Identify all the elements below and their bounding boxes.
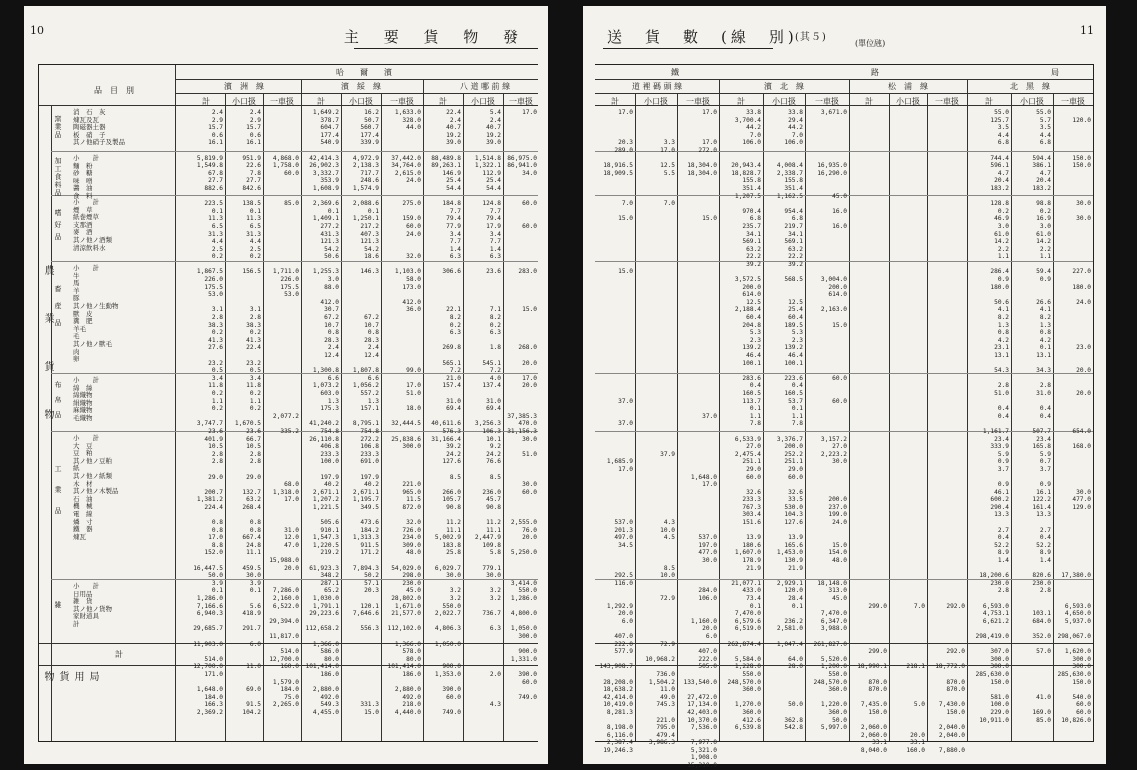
column-values: 299.0 299.0 18,990.1 870.0 870.0 7,435.0 150.0 2,060.0 2,060.0 33.1 8,040.0 [857, 602, 887, 754]
row-labels: 小 計 煙 草 紙巻煙草 支那酒 麥 酒 其ノ他ノ酒類 清涼飲料水 [73, 198, 112, 252]
header-line-daoli: 道 裡 碼 頭 線 [631, 82, 683, 91]
header-sub: 小口扱 [232, 97, 256, 106]
divider [175, 79, 538, 80]
header-sub: 計 [865, 97, 873, 106]
header-sub: 小口扱 [896, 97, 920, 106]
column-values: 1,633.0 328.0 44.0 37,442.0 34,764.0 2,615.0 24.0 275.0 159.0 60.0 24.0 32.0 1,103.0 58.0 173.0 412.0 36.0 99.0 17.0 51.0 18.0 32,444.5 25,838.6 300.0 221.0 965.0 11.5 872.0 32.0 726.0 234.0 309.0 48.0 54,029.0 298.0 230.0 45.0 28,802.0 1,671.0 21,577.0 112,102.0 1,366.0 578.0 80.0 101,414.0 186.0 2,880.0 492.0 218.0 4,440.0 [387, 109, 421, 716]
category-label: 工業品 [54, 465, 62, 528]
header-sub: 計 [439, 97, 447, 106]
header-group: 路 [871, 68, 879, 77]
header-group: 鐵 [671, 68, 679, 77]
row-labels: 消 石 灰 煉瓦及瓦 陶磁器土器 板 硝 子 其ノ他硝子及製品 [73, 108, 125, 147]
header-sub: 一車扱 [509, 97, 533, 106]
header-sub: 小口扱 [1020, 97, 1044, 106]
column-values: 3.3 17.0 12.5 5.5 7.0 37.9 4.3 10.0 4.5 8.5 10.0 72.9 72.9 10,968.2 736.0 1,504.2 11.0 49.0 745.3 221.0 795.0 479.4 3,986.3 [645, 139, 675, 747]
left-page [24, 6, 548, 764]
header-sub: 一車扱 [686, 97, 710, 106]
header-sub: 小口扱 [349, 97, 373, 106]
left-page-title: 主 要 貨 物 發 [343, 28, 528, 46]
header-sub: 計 [317, 97, 325, 106]
header-line-binbei: 濱 北 線 [764, 82, 804, 91]
unit-label: (單位瓲) [855, 39, 886, 48]
column-values: 17.0 86,975.0 86,941.0 34.0 60.0 60.0 283.0 15.0 268.0 20.0 17.0 20.0 37,385.3 470.0 31,156.3 30.0 51.0 30.0 60.0 2,555.0 76.0 20.0 5,250.0 3,414.0 550.0 1,286.0 4,800.0 1,050.0 300.0 900.0 1,331.0 390.0 60.0 749.0 [507, 109, 537, 701]
category-label: 窯業品 [54, 115, 62, 139]
left-table [38, 64, 538, 742]
left-page-number: 10 [30, 24, 44, 37]
header-sub: 一車扱 [935, 97, 959, 106]
header-sub: 一車扱 [815, 97, 839, 106]
header-sub: 計 [202, 97, 210, 106]
column-values: 2.4 2.9 15.7 0.6 16.1 5,819.9 1,549.8 67.8 27.7 882.6 223.5 0.1 11.3 6.5 31.3 4.4 2.5 0.2 1,867.5 226.0 175.5 53.0 3.1 2.8 38.3 0.2 41.3 27.6 23.2 0.5 3.4 11.8 0.2 1.1 0.2 3,747.7 23.6 401.9 10.5 2.8 2.8 29.0 200.7 1,381.2 224.4 0.8 0.8 17.0 8.8 152.0 16,447.5 50.0 3.9 0.1 1,286.0 7,166.6 6,940.3 29,685.7 11,903.0 514.0 12,700.0 171.0 1,648.0 184.0 166.3 2,369.2 [193, 109, 223, 716]
right-table [595, 64, 1094, 770]
column-values: 3,671.0 16,935.0 16,290.0 45.0 16.0 16.0 3,004.0 200.0 614.0 2,163.0 15.0 60.0 60.0 3,157.2 27.0 2,223.2 30.0 200.0 237.0 199.0 24.0 15.0 154.0 48.0 18,148.0 313.0 45.0 7,470.0 6,347.0 3,988.0 261,827.0 5,520.0 1,200.0 550.0 248,570.0 360.0 1,220.0 360.0 50.0 5,997.0 [813, 109, 847, 732]
header-sub: 一車扱 [390, 97, 414, 106]
row-labels: 小 計 大 豆 豆 粕 其ノ他ノ豆粕 紙 其ノ他ノ紙類 木 材 其ノ他ノ木製品 石 油 機 械 電 線 燐 寸 鐵 器 煉瓦 [73, 434, 119, 541]
header-sub: 計 [611, 97, 619, 106]
header-sub: 小口扱 [471, 97, 495, 106]
divider [595, 79, 1093, 80]
column-values: 7.0 218.1 5.0 20.0 33.1 160.0 [906, 602, 925, 754]
column-values: 16.2 50.7 560.7 177.4 339.9 4,972.9 2,138.3 717.7 248.6 1,574.9 2,088.6 0.1 1,250.1 217.2 407.3 121.3 54.2 18.6 146.3 67.2 10.7 0.8 28.3 2.4 12.4 1,807.8 6.6 1,056.2 557.2 1.3 157.1 8,795.1 754.8 272.2 106.8 233.3 691.0 197.9 40.2 2,671.1 1,195.7 349.5 473.6 184.2 1,313.3 911.5 171.2 7,894.3 50.2 57.1 20.3 120.1 7,646.6 556.3 331.3 15.0 [352, 109, 379, 716]
row-labels: 小 計 日用品 雑 貨 其ノ他ノ貨物 家財道具 計 [73, 582, 112, 628]
row-labels: 小 計 綿 絲 綿織物 絹織物 麻織物 毛織物 [73, 376, 99, 422]
right-page [583, 6, 1106, 770]
right-page-subtitle: (其５) [795, 32, 827, 43]
right-page-title: 送 貨 數 (線 別) [607, 28, 798, 46]
header-sub: 計 [985, 97, 993, 106]
divider [175, 93, 538, 94]
column-values: 33.8 29.4 44.2 7.0 106.0 4,008.4 2,338.7 155.8 351.4 1,162.5 954.4 6.8 219.7 34.1 569.1 63.2 22.2 39.2 568.5 12.5 25.4 60.4 189.5 5.3 2.3 139.2 46.4 100.1 223.6 0.4 160.5 53.7 0.1 1.1 7.8 3,376.7 200.0 252.2 251.1 29.0 60.0 32.6 33.5 530.0 104.3 127.6 13.9 165.6 1,453.0 130.9 21.9 2,929.1 120.0 28.4 0.1 236.2 2,581.0 1,047.4 64.0 28.0 50.0 362.8 542.8 [776, 109, 803, 732]
divider [967, 79, 968, 741]
divider [175, 65, 176, 741]
header-sub: 一車扱 [1061, 97, 1085, 106]
row-labels: 小 計 麵 粉 砂 糖 味 噌 醬 油 食 料 [73, 154, 99, 200]
header-line-binzhou: 濱 洲 線 [224, 82, 264, 91]
column-values: 1,649.2 378.7 604.7 177.4 540.9 42,414.3 26,902.3 3,332.7 353.9 1,608.9 2,369.6 0.1 1,409.1 277.2 431.3 121.3 54.2 50.6 1,255.3 3.0 88.0 412.0 30.7 67.2 10.7 0.8 28.3 2.4 12.4 1,300.8 6.6 1,073.2 603.0 1.3 175.3 41,240.2 754.8 26,110.8 406.8 233.3 100.0 197.9 40.2 2,671.1 1,207.2 1,221.5 505.6 910.1 1,547.3 1,220.5 219.2 61,923.3 348.2 287.1 65.2 1,030.0 1,791.1 29,223.6 112,658.2 1,366.0 586.0 80.0 101,414.0 186.0 2,880.0 492.0 549.3 4,455.0 [305, 109, 339, 716]
column-values: 55.0 5.7 3.5 4.4 6.8 594.4 386.1 4.7 20.4 183.2 98.8 0.2 16.9 3.0 61.0 14.2 2.2 1.1 59.4 0.9 26.6 4.1 8.2 1.3 0.8 4.2 0.1 13.1 34.3 2.8 31.0 0.4 0.4 507.7 23.4 165.8 5.9 0.7 3.7 0.9 16.1 122.2 161.4 13.3 2.7 0.4 52.2 8.9 1.4 820.6 230.0 2.8 103.1 684.0 352.0 57.0 41.0 169.0 85.0 [1032, 109, 1051, 724]
header-sub: 小口扱 [644, 97, 668, 106]
section-label-agri: 農 業 貨 物 [42, 265, 53, 433]
header-line-beihei: 北 黑 線 [1010, 82, 1050, 91]
divider [719, 79, 720, 741]
column-values: 33.8 3,700.4 44.2 7.0 106.0 20,943.4 18,828.7 155.8 351.4 1,207.5 970.4 6.8 235.7 34.1 569.1 63.2 22.2 39.2 3,572.5 200.0 614.0 12.5 2,188.4 60.4 204.8 5.3 2.3 139.2 46.4 100.1 283.6 0.4 160.5 113.7 0.1 1.1 7.8 6,533.9 27.0 2,475.4 251.1 29.0 60.0 32.6 233.3 767.3 303.4 151.6 13.9 180.6 1,607.0 178.9 21.9 21,077.1 433.0 73.4 0.1 7,470.0 6,579.6 6,519.0 262,874.4 5,584.0 1,228.0 550.0 248,570.0 360.0 1,270.0 360.0 412.6 6,539.8 [727, 109, 761, 732]
section-label-total: 計 [115, 650, 123, 659]
row-labels: 小 計 牛 馬 羊 豚 其ノ他ノ生動物 獸 皮 糞 肥 羊毛 毛 其ノ他ノ獸毛 肉 卵 [73, 264, 119, 364]
title-underline [354, 48, 538, 49]
category-label: 畜産品 [54, 285, 62, 336]
header-harbin: 哈 爾 濱 [336, 68, 392, 77]
header-sub: 一車扱 [270, 97, 294, 106]
column-values: 55.0 125.7 3.5 4.4 6.8 744.4 596.1 4.7 20.4 183.2 128.8 0.2 46.9 3.0 61.0 14.2 2.2 1.1 286.4 0.9 180.0 50.6 4.1 8.2 1.3 0.8 4.2 23.1 13.1 54.3 2.8 51.0 0.4 0.4 1,161.7 23.4 333.9 5.9 0.9 3.7 0.9 46.1 600.2 290.4 13.3 2.7 0.4 52.2 8.9 1.4 18,200.6 230.0 2.8 6,593.0 4,753.1 6,621.2 298,419.0 307.0 300.0 300.0 285,630.0 150.0 581.0 100.0 229.0 10,911.0 [975, 109, 1009, 724]
column-values: 2.4 2.9 15.7 0.6 16.1 951.9 22.6 7.8 27.7 842.6 138.5 0.1 11.3 6.5 31.3 4.4 2.5 0.2 156.5 3.1 2.8 38.3 0.2 41.3 22.4 23.2 0.5 3.4 11.8 0.2 1.1 0.2 1,670.5 23.6 66.7 10.5 2.8 2.8 29.0 132.7 63.2 268.4 0.8 0.8 667.4 24.8 11.1 459.5 30.0 3.9 0.1 5.6 418.9 291.7 6.0 11.0 69.0 91.5 104.2 [234, 109, 261, 716]
column-values: 17.0 20.3 289.0 18,916.5 18,909.5 7.0 15.0 15.0 37.0 37.0 1,685.9 17.0 537.0 201.3 497.0 34.5 292.5 116.0 1,292.9 20.0 6.0 407.0 222.0 577.9 143,908.7 28,208.0 18,638.2 42,414.0 10,419.0 8,281.3 8,198.0 6,116.0 2,387.4 19,246.3 [599, 109, 633, 754]
category-label: 嗜好品 [54, 209, 62, 245]
header-group: 局 [1051, 68, 1059, 77]
category-label: 加工食料品 [54, 157, 62, 197]
column-values: 292.0 292.0 18,772.0 870.0 870.0 7,430.0 150.0 2,040.0 2,040.0 7,880.0 [935, 602, 965, 754]
category-label: 雑 [54, 601, 62, 614]
title-underline [603, 48, 773, 49]
header-item: 品 目 別 [94, 86, 134, 95]
column-values: 5.4 2.4 40.7 19.2 39.0 1,514.8 1,322.1 112.9 25.4 54.4 124.8 7.7 79.4 17.9 3.4 7.7 1.4 6.3 23.6 7.1 8.2 0.2 6.3 1.8 545.1 7.2 4.0 137.4 31.0 69.4 3,256.3 106.3 10.1 9.2 24.2 76.6 8.5 236.0 45.7 90.8 11.2 11.1 2,447.9 109.8 5.8 779.1 30.0 3.2 3.2 736.7 6.3 2.0 4.3 [474, 109, 501, 709]
section-label-bureau: 局 用 貨 物 [42, 671, 98, 719]
header-line-badaoha: 八 道 哪 前 線 [459, 82, 511, 91]
header-line-binsui: 濱 綏 線 [341, 82, 381, 91]
header-sub: 計 [737, 97, 745, 106]
category-label: 布帛品 [54, 381, 62, 426]
column-values: 120.0 150.0 150.0 30.0 30.0 227.0 180.0 24.0 23.0 20.0 20.0 654.0 168.0 30.0 477.0 129.0 17,380.0 6,593.0 4,650.0 5,937.0 298,067.0 1,620.0 300.0 300.0 285,630.0 150.0 540.0 60.0 60.0 10,826.0 [1057, 116, 1091, 724]
right-page-number: 11 [1080, 24, 1094, 37]
column-values: 17.0 17.0 272.0 18,304.0 18,304.0 15.0 37.0 1,648.0 17.0 537.0 197.0 477.0 30.0 284.0 106.0 1,160.0 20.0 6.0 407.0 222.0 505.0 133,540.0 27,472.0 17,134.0 42,403.0 10,370.0 7,536.0 7,977.0 5,321.0 1,908.0 15,310.0 [683, 109, 717, 770]
header-sub: 小口扱 [772, 97, 796, 106]
header-line-songpu: 松 浦 線 [888, 82, 928, 91]
divider [849, 79, 850, 741]
column-values: 22.4 2.4 40.7 19.2 39.0 88,489.8 89,263.1 146.9 25.4 54.4 184.8 7.7 79.4 77.9 3.4 7.7 1.4 6.3 306.6 22.1 8.2 0.2 6.3 269.8 565.1 7.2 21.0 157.4 31.0 69.4 40,611.6 576.3 31,166.4 39.2 24.2 127.6 8.5 266.0 105.7 90.8 11.2 11.1 5,002.9 183.8 25.8 6,029.7 30.0 3.2 3.2 550.0 2,022.7 4,806.3 1,050.0 900.0 1,353.0 390.0 60.0 749.0 [431, 109, 461, 716]
divider [595, 93, 1093, 94]
column-values: 4,868.0 1,758.0 60.0 85.0 1,711.0 226.0 175.5 53.0 2,077.2 335.2 68.0 1,318.0 17.0 31.0 12.0 47.0 15,988.0 20.0 7,286.0 2,160.0 6,522.0 29,394.0 11,817.0 514.0 12,700.0 160.0 1,579.0 184.0 75.0 2,265.0 [269, 154, 299, 709]
divider [595, 105, 1093, 106]
